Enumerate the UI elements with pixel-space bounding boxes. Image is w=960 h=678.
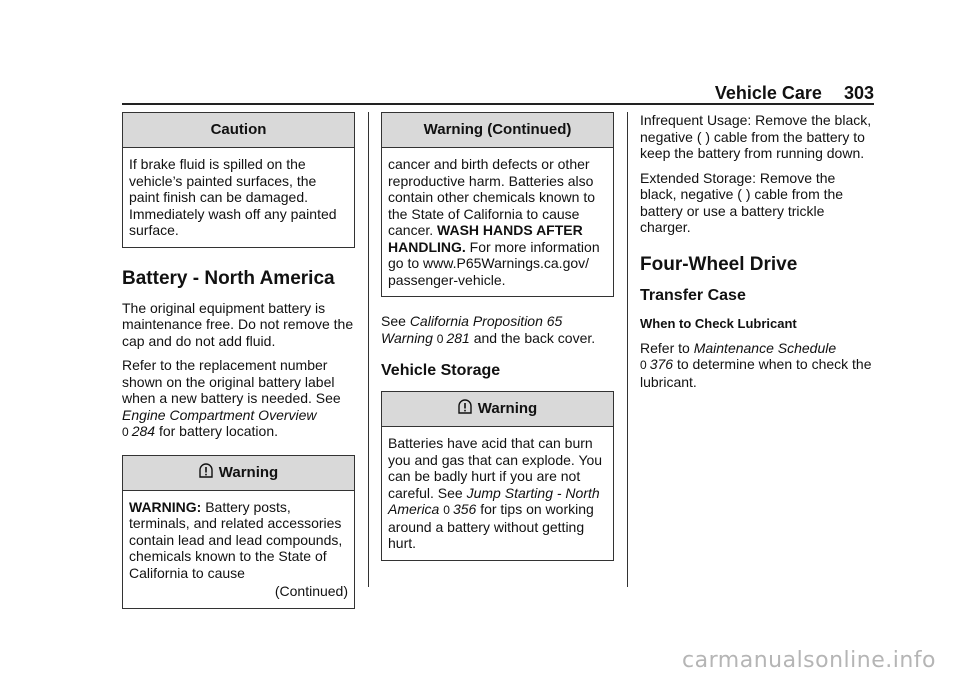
warning-box-1 xyxy=(122,455,355,609)
extended-storage-paragraph: Extended Storage: Remove the black, negative ( ) cable from the battery or use a battery trickle charger. xyxy=(640,169,844,235)
page-ref-281[interactable]: 281 xyxy=(446,329,470,346)
page-ref-icon: 0 xyxy=(122,425,129,439)
page-ref-284[interactable]: 284 xyxy=(131,423,156,439)
column-2 xyxy=(381,112,614,561)
column-3 xyxy=(640,112,874,398)
watermark: carmanualsonline.info xyxy=(682,648,936,673)
column-divider-1 xyxy=(368,112,369,587)
column-1 xyxy=(122,112,355,609)
storage-heading: Vehicle Storage xyxy=(381,362,501,379)
column-divider-2 xyxy=(627,112,628,587)
warning-icon xyxy=(458,399,472,415)
prop65-paragraph: See California Proposition 65 Warning 0 281 and the back cover. xyxy=(381,313,596,346)
transfer-case-heading: Transfer Case xyxy=(640,286,746,304)
battery-paragraph-1: The original equipment battery is maintenance free. Do not remove the cap and do not add fluid. xyxy=(122,299,354,349)
caution-text: If brake fluid is spilled on the vehicle’s painted surfaces, the paint finish can be damaged. Immediately wash off any painted surface. xyxy=(129,156,337,238)
battery-paragraph-2: Refer to the replacement number shown on the original battery label when a new battery is needed. See Engine Compartment Overview 0 284 for battery location. xyxy=(122,357,341,439)
continued-label: (Continued) xyxy=(274,583,348,599)
warning-title-2: Warning xyxy=(382,392,613,427)
maintenance-schedule-link[interactable]: Maintenance Schedule xyxy=(693,339,837,356)
page-header xyxy=(122,83,874,103)
page-ref-376[interactable]: 376 xyxy=(649,356,674,372)
warning-icon xyxy=(199,463,213,479)
page-ref-icon: 0 xyxy=(640,358,647,372)
warning-text-1: WARNING: Battery posts, terminals, and related accessories contain lead and lead compounds, chemicals known to the State of California to cause xyxy=(129,498,343,581)
prop65-link[interactable]: California Proposition 65 Warning xyxy=(381,313,563,346)
warning-text-2: Batteries have acid that can burn you and gas that can explode. You can be badly hurt if you are not careful. See Jump Starting - North America 0 356 for tips on working around a battery without getting hurt. xyxy=(388,435,603,551)
section-title: Vehicle Care xyxy=(714,83,822,103)
lubricant-paragraph: Refer to Maintenance Schedule 0 376 to determine when to check the lubricant. xyxy=(640,339,872,390)
page-ref-356[interactable]: 356 xyxy=(452,501,477,517)
warning-continued-text: cancer and birth defects or other reproductive harm. Batteries also contain other chemicals known to the State of California to cause cancer. WASH HANDS AFTER HANDLING. For more information go to www.P65Warnings.ca.gov/ passenger-vehicle. xyxy=(388,156,600,288)
fwd-heading: Four-Wheel Drive xyxy=(640,253,798,275)
caution-title: Caution xyxy=(123,113,354,148)
warning-continued-box xyxy=(381,112,614,297)
jump-starting-link[interactable]: Jump Starting - North America xyxy=(388,484,600,517)
caution-box xyxy=(122,112,355,248)
engine-compartment-link[interactable]: Engine Compartment Overview xyxy=(122,406,317,423)
page-ref-icon: 0 xyxy=(436,331,444,346)
header-rule xyxy=(122,103,874,105)
page-number: 303 xyxy=(843,83,874,103)
warning-title-1: Warning xyxy=(123,456,354,491)
page-ref-icon: 0 xyxy=(443,503,450,517)
battery-heading: Battery - North America xyxy=(122,267,335,289)
lubricant-heading: When to Check Lubricant xyxy=(640,315,797,331)
warning-box-2 xyxy=(381,391,614,561)
infrequent-usage-paragraph: Infrequent Usage: Remove the black, negative ( ) cable from the battery to keep the battery from running down. xyxy=(640,112,872,161)
warning-continued-title: Warning (Continued) xyxy=(382,113,613,148)
